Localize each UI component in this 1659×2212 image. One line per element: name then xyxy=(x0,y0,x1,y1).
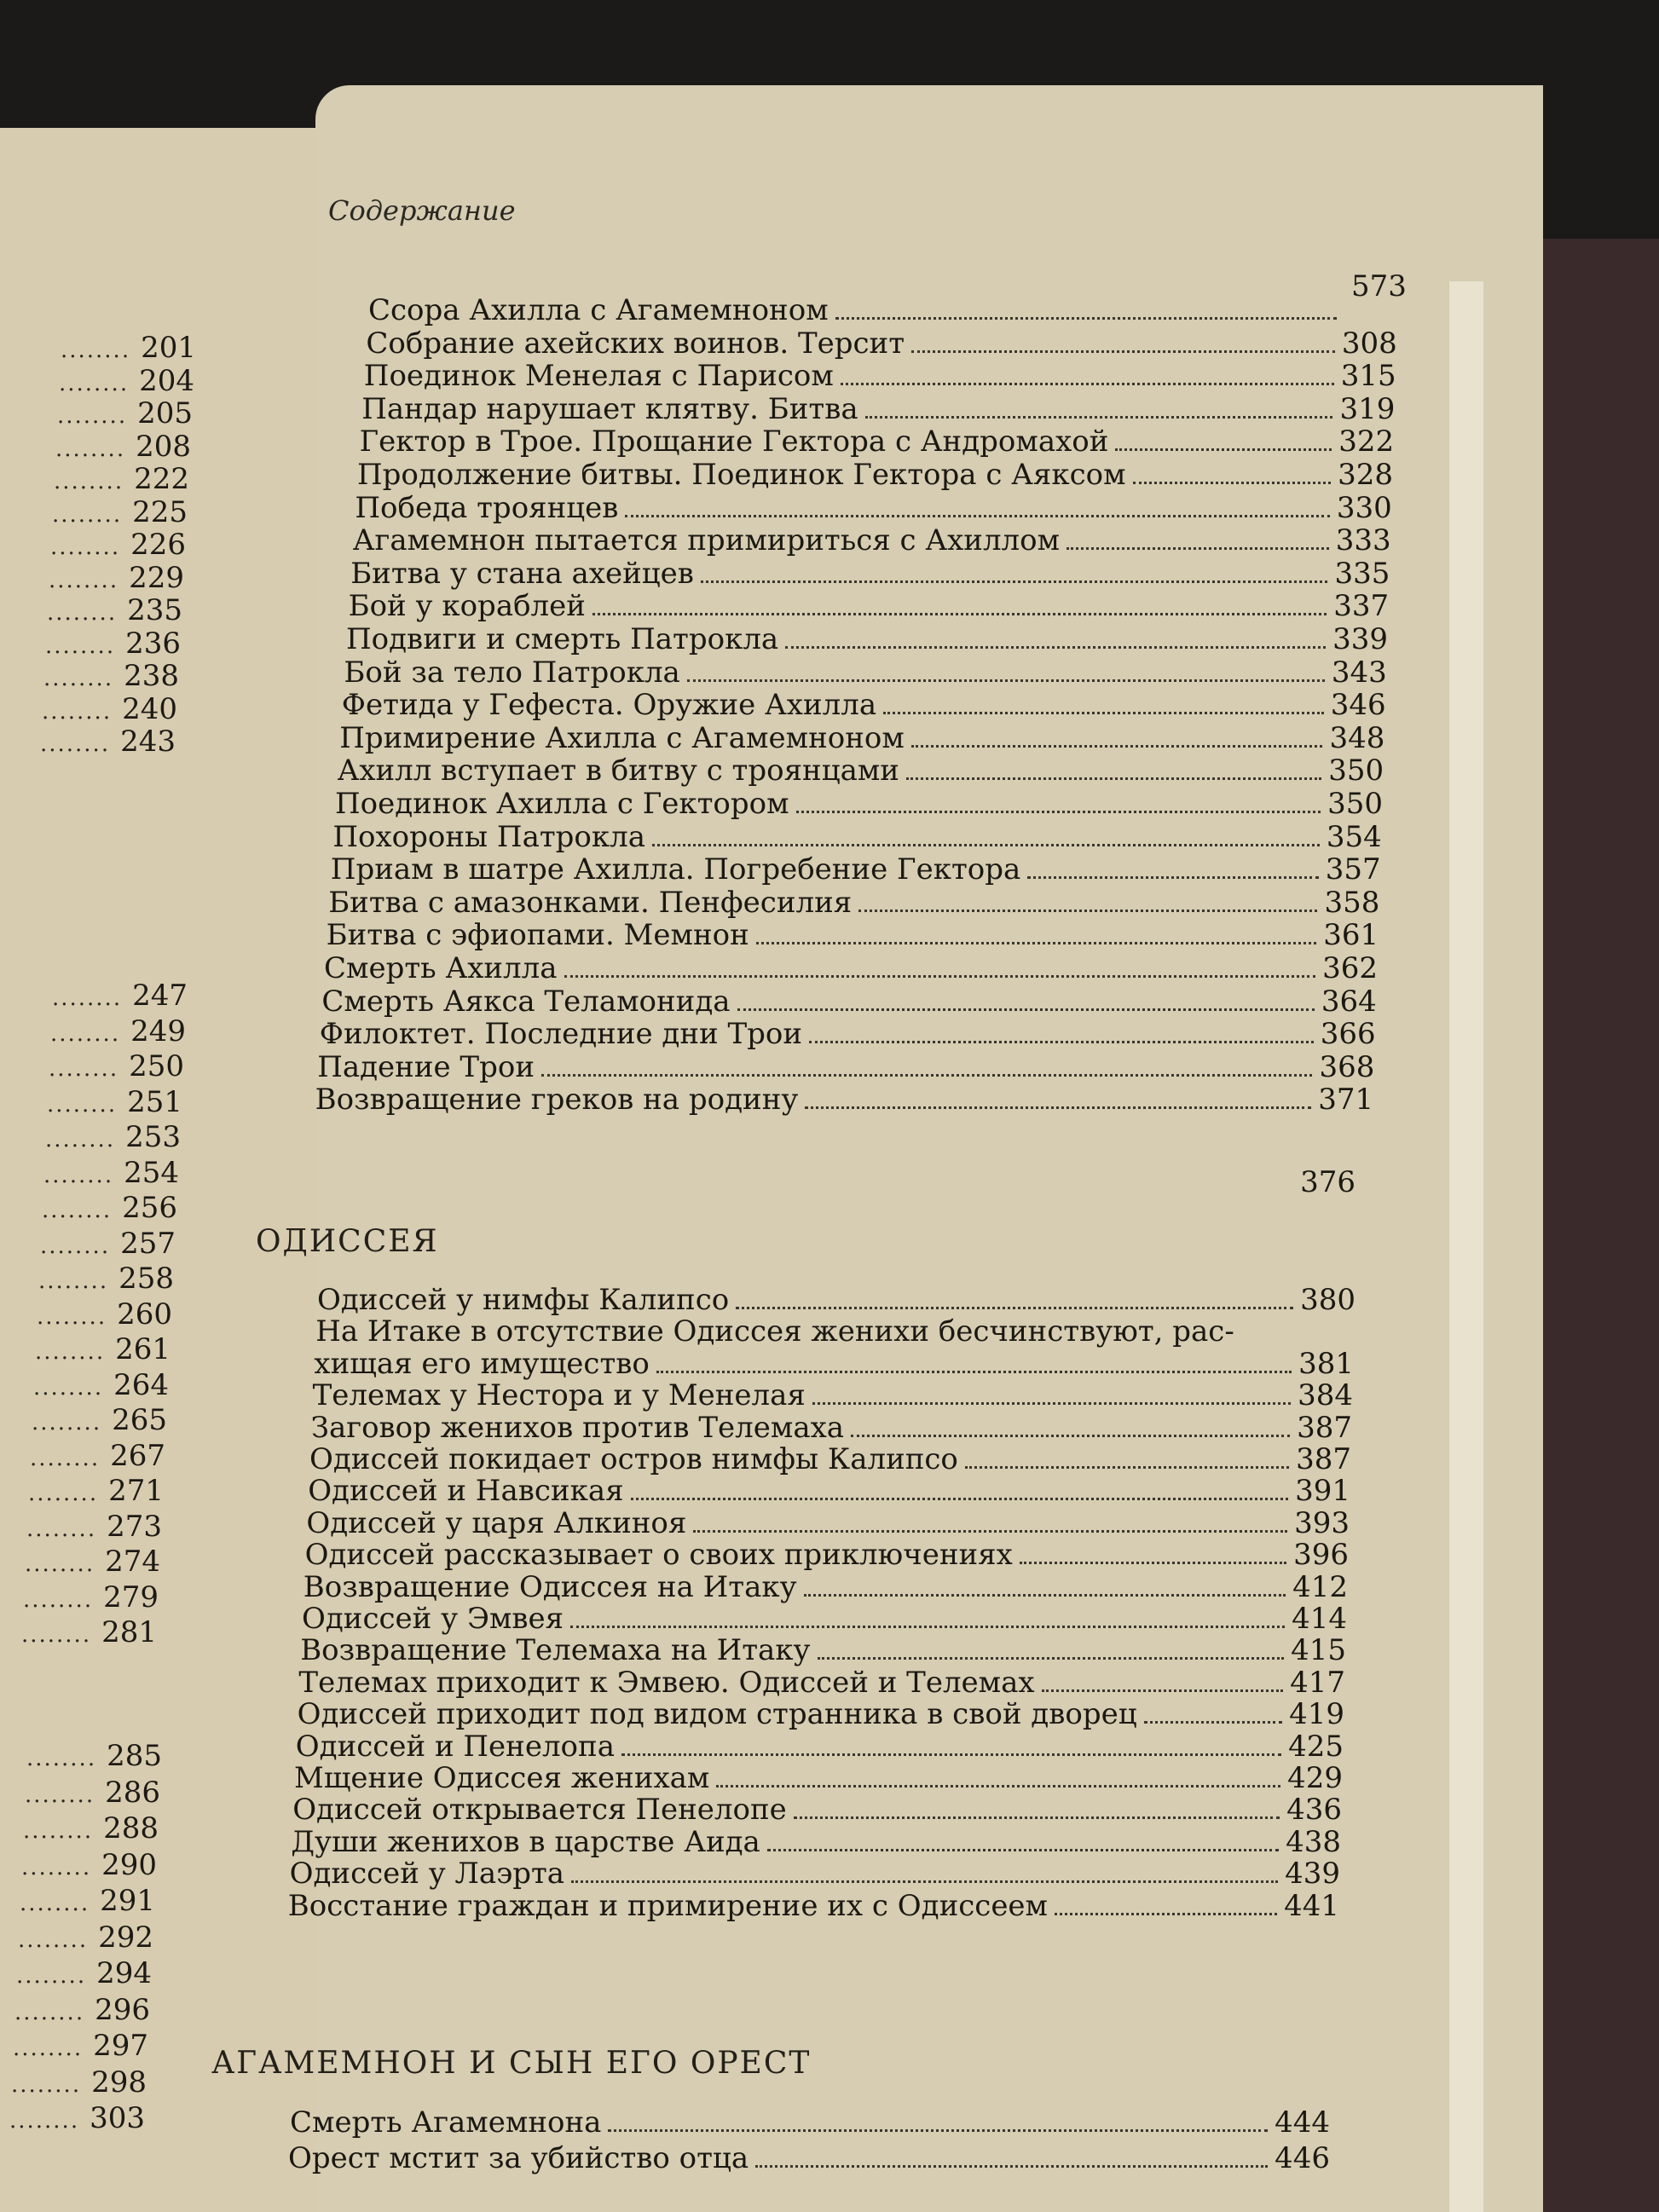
leader-dots: ........ xyxy=(49,534,121,560)
toc-entry xyxy=(291,1825,1341,1859)
toc-entry-page: 337 xyxy=(1333,589,1390,624)
toc-entry-page: 328 xyxy=(1338,458,1393,492)
toc-entry xyxy=(309,1442,1351,1476)
toc-entry xyxy=(314,1347,1354,1381)
page-ref: 303 xyxy=(90,2101,145,2135)
leader-dots xyxy=(570,1607,1285,1628)
leader-dots: ........ xyxy=(22,1818,94,1844)
toc-entry-page: 358 xyxy=(1324,885,1380,920)
leader-dots xyxy=(1115,430,1332,451)
toc-entry-page: 415 xyxy=(1291,1633,1346,1668)
toc-entry xyxy=(361,392,1395,426)
toc-entry-title: Одиссей приходит под видом странника в свой дворец xyxy=(297,1697,1137,1732)
toc-entry xyxy=(324,951,1378,985)
toc-entry-title: Фетида у Гефеста. Оружие Ахилла xyxy=(341,688,877,723)
page-ref: 265 xyxy=(112,1403,167,1437)
toc-entry-page: 380 xyxy=(1300,1283,1356,1317)
page-ref: 267 xyxy=(110,1438,165,1473)
toc-entry-title: Бой за тело Патрокла xyxy=(344,655,680,690)
leader-dots: ........ xyxy=(41,698,113,725)
toc-entry xyxy=(320,1017,1376,1051)
leader-dots: ........ xyxy=(38,1268,109,1294)
toc-entry-title: Души женихов в царстве Аида xyxy=(291,1824,760,1859)
leader-dots: ........ xyxy=(22,1586,94,1613)
toc-entry-title: Одиссей открывается Пенелопе xyxy=(292,1793,787,1828)
toc-entry-page: 343 xyxy=(1331,655,1387,690)
toc-entry xyxy=(300,1633,1346,1667)
toc-entry-title: Заговор женихов против Телемаха xyxy=(310,1410,845,1445)
toc-entry-page: 425 xyxy=(1288,1729,1344,1764)
leader-dots xyxy=(785,627,1326,649)
leader-dots: ........ xyxy=(10,2071,82,2098)
page-ref: 251 xyxy=(127,1084,182,1119)
leader-dots xyxy=(621,1735,1281,1756)
page-ref: 271 xyxy=(108,1474,164,1508)
toc-entry-title: Приам в шатре Ахилла. Погребение Гектора xyxy=(330,852,1021,887)
toc-entry-page: 315 xyxy=(1340,359,1396,394)
page-ref: 205 xyxy=(137,396,193,430)
leader-dots: ........ xyxy=(51,985,123,1011)
leader-dots xyxy=(608,2111,1268,2132)
page-ref: 281 xyxy=(101,1615,157,1649)
leader-dots: ........ xyxy=(58,370,130,396)
toc-entry xyxy=(364,359,1396,393)
toc-entry-title: Падение Трои xyxy=(317,1049,535,1084)
toc-entry xyxy=(366,326,1396,361)
toc-entry xyxy=(306,1506,1350,1540)
page-ref: 288 xyxy=(103,1811,159,1845)
page-ref: 201 xyxy=(141,331,196,365)
leader-dots: ........ xyxy=(29,1445,101,1471)
toc-entry xyxy=(290,2105,1330,2140)
toc-entry-title: Пандар нарушает клятву. Битва xyxy=(361,391,858,426)
toc-entry xyxy=(308,1474,1350,1508)
toc-entry-title: Орест мстит за убийство отца xyxy=(288,2141,749,2175)
toc-entry xyxy=(360,424,1395,459)
leader-dots: ........ xyxy=(36,1303,107,1330)
toc-entry-title: Одиссей у Лаэрта xyxy=(289,1857,565,1891)
page-ref: 290 xyxy=(101,1847,157,1882)
leader-dots xyxy=(541,1055,1312,1077)
leader-dots: ........ xyxy=(51,501,123,528)
page-ref: 258 xyxy=(118,1262,174,1296)
toc-entry-title: Одиссей и Пенелопа xyxy=(295,1729,615,1764)
toc-entry-title: Мщение Одиссея женихам xyxy=(294,1761,710,1795)
leader-dots xyxy=(564,956,1316,978)
toc-entry xyxy=(313,1378,1353,1412)
leader-dots: ........ xyxy=(20,1622,92,1648)
leader-dots xyxy=(656,1352,1292,1373)
toc-entry-page: 391 xyxy=(1295,1474,1350,1509)
page-ref: 274 xyxy=(105,1545,160,1579)
page-ref: 294 xyxy=(96,1956,152,1990)
toc-entry-page: 346 xyxy=(1330,688,1386,723)
toc-entry-title: Одиссей покидает остров нимфы Калипсо xyxy=(309,1442,958,1476)
toc-entry xyxy=(315,1083,1374,1117)
leader-dots xyxy=(625,496,1329,517)
toc-entry-title: Битва у стана ахейцев xyxy=(350,556,694,591)
leader-dots: ........ xyxy=(60,338,131,363)
leader-dots xyxy=(737,990,1315,1011)
page-ref: 229 xyxy=(129,560,184,595)
leader-dots xyxy=(736,1288,1293,1309)
toc-entry-title: Агамемнон пытается примириться с Ахиллом xyxy=(352,523,1061,558)
page-ref: 261 xyxy=(115,1332,171,1366)
leader-dots xyxy=(812,1383,1291,1405)
leader-dots xyxy=(701,562,1328,583)
toc-entry-page: 436 xyxy=(1286,1793,1342,1828)
toc-entry-title: Одиссей у нимфы Калипсо xyxy=(317,1283,730,1317)
leader-dots: ........ xyxy=(31,1410,102,1435)
page-ref: 279 xyxy=(103,1580,159,1614)
toc-entry xyxy=(355,491,1391,525)
leader-dots xyxy=(1144,1702,1282,1724)
page-ref: 292 xyxy=(98,1920,153,1955)
leader-dots xyxy=(687,661,1325,682)
toc-entry-title: Возвращение Одиссея на Итаку xyxy=(303,1569,797,1604)
leader-dots xyxy=(631,1479,1289,1500)
toc-entry xyxy=(353,523,1391,557)
page-ref: 264 xyxy=(113,1367,169,1402)
leader-dots: ........ xyxy=(48,1056,119,1082)
leader-dots: ........ xyxy=(56,403,128,429)
toc-entry-page: 339 xyxy=(1332,622,1388,656)
toc-entry-title: Одиссей рассказывает о своих приключениях xyxy=(304,1538,1013,1573)
leader-dots xyxy=(794,1798,1280,1819)
toc-entry-page: 371 xyxy=(1318,1083,1374,1118)
toc-entry-title: Одиссей у Эмвея xyxy=(302,1602,564,1636)
toc-entry xyxy=(368,293,1398,327)
toc-entry-page: 429 xyxy=(1287,1761,1343,1795)
toc-entry-page: 376 xyxy=(1300,1165,1356,1199)
leader-dots: ........ xyxy=(39,1233,111,1259)
toc-entry-title: Телемах у Нестора и у Менелая xyxy=(312,1378,806,1413)
toc-entry-page: 319 xyxy=(1339,391,1396,426)
page-ref: 296 xyxy=(95,1992,150,2027)
toc-entry-title: Смерть Агамемнона xyxy=(290,2105,602,2140)
page-ref: 257 xyxy=(120,1226,176,1261)
leader-dots xyxy=(652,825,1320,846)
toc-entry-page: 322 xyxy=(1338,424,1395,459)
section-heading-odyssey: ОДИССЕЯ xyxy=(256,1224,439,1259)
toc-entry xyxy=(311,1411,1352,1445)
toc-entry-page: 387 xyxy=(1296,1442,1351,1476)
toc-entry xyxy=(349,589,1390,623)
page-ref: 273 xyxy=(107,1509,162,1544)
leader-dots xyxy=(865,397,1333,419)
toc-trailing-page xyxy=(1262,1165,1356,1199)
toc-entry-page: 330 xyxy=(1336,490,1392,525)
leader-dots xyxy=(716,1766,1280,1788)
leader-dots xyxy=(1042,1671,1284,1692)
leader-dots: ........ xyxy=(17,1926,89,1953)
leader-dots: ........ xyxy=(26,1746,97,1771)
leader-dots xyxy=(965,1447,1289,1469)
leader-dots xyxy=(851,1416,1290,1437)
toc-entry-title: Подвиги и смерть Патрокла xyxy=(346,622,779,656)
toc-entry-page: 387 xyxy=(1297,1410,1352,1445)
toc-entry-title: Гектор в Трое. Прощание Гектора с Андромахой xyxy=(359,424,1109,459)
leader-dots xyxy=(767,1830,1279,1851)
toc-entry-page: 361 xyxy=(1323,918,1379,953)
leader-dots xyxy=(818,1638,1285,1660)
toc-entry xyxy=(342,688,1386,722)
toc-entry xyxy=(302,1602,1347,1636)
toc-entry-title: Поединок Менелая с Парисом xyxy=(363,359,834,394)
leader-dots xyxy=(809,1022,1314,1043)
leader-dots: ........ xyxy=(20,1854,92,1880)
page-ref: 240 xyxy=(122,691,177,726)
toc-entry-page: 444 xyxy=(1275,2105,1330,2140)
toc-entry-page: 439 xyxy=(1285,1857,1340,1891)
leader-dots: ........ xyxy=(26,1516,97,1542)
leader-dots: ........ xyxy=(46,1091,118,1118)
toc-entry xyxy=(303,1570,1348,1604)
page-ref: 250 xyxy=(129,1049,184,1083)
page-ref: 285 xyxy=(107,1739,162,1773)
page-ref: 208 xyxy=(136,429,191,464)
leader-dots: ........ xyxy=(9,2108,80,2134)
toc-entry-page: 384 xyxy=(1298,1378,1353,1413)
toc-entry xyxy=(288,1889,1339,1923)
toc-entry-title: Восстание граждан и примирение их с Одиссеем xyxy=(287,1888,1049,1923)
page-ref: 291 xyxy=(100,1884,155,1918)
leader-dots: ........ xyxy=(14,1999,85,2025)
leader-dots xyxy=(796,792,1321,813)
toc-entry-page: 350 xyxy=(1327,787,1383,821)
page-ref: 260 xyxy=(117,1297,172,1331)
leader-dots: ........ xyxy=(49,1020,121,1047)
page-ref: 222 xyxy=(134,462,189,496)
toc-entry xyxy=(296,1730,1344,1764)
toc-entry-title: Ссора Ахилла с Агамемноном xyxy=(368,293,829,327)
toc-entry xyxy=(350,557,1390,591)
leader-dots: ........ xyxy=(32,1374,104,1401)
leader-dots: ........ xyxy=(44,1127,116,1152)
leader-dots xyxy=(1055,1894,1277,1915)
toc-entry-page: 308 xyxy=(1341,326,1397,361)
toc-entry xyxy=(344,656,1386,690)
toc-entry-title: На Итаке в отсутствие Одиссея женихи бесчинствуют, рас- xyxy=(315,1314,1234,1349)
page-ref: 253 xyxy=(125,1120,181,1154)
toc-entry-page: 335 xyxy=(1334,556,1390,591)
toc-entry-page: 357 xyxy=(1325,852,1381,887)
toc-entry xyxy=(298,1697,1344,1731)
toc-entry-page: 414 xyxy=(1292,1602,1347,1636)
page-ref: 286 xyxy=(105,1775,160,1810)
toc-entry xyxy=(315,1314,1355,1349)
leader-dots xyxy=(911,332,1335,353)
toc-entry xyxy=(305,1538,1349,1572)
leader-dots xyxy=(592,594,1327,615)
leader-dots: ........ xyxy=(19,1891,90,1916)
toc-entry-page: 366 xyxy=(1320,1017,1376,1052)
toc-entry-title: Возвращение греков на родину xyxy=(315,1083,799,1118)
leader-dots: ........ xyxy=(41,1198,113,1223)
leader-dots xyxy=(858,891,1317,912)
leader-dots xyxy=(1027,858,1318,879)
toc-entry-title: Телемах приходит к Эмвею. Одиссей и Телемах xyxy=(298,1665,1035,1700)
leader-dots xyxy=(906,759,1321,780)
toc-entry-page: 368 xyxy=(1319,1049,1375,1084)
toc-entry-page: 446 xyxy=(1275,2141,1330,2175)
toc-entry-title: Филоктет. Последние дни Трои xyxy=(319,1017,803,1052)
page-ref: 298 xyxy=(91,2065,147,2099)
leader-dots: ........ xyxy=(24,1551,95,1577)
page-ref: 243 xyxy=(120,725,176,759)
leader-dots xyxy=(571,1862,1278,1883)
toc-entry-page: 396 xyxy=(1293,1538,1349,1573)
leader-dots: ........ xyxy=(27,1481,99,1506)
page-ref: 235 xyxy=(127,593,182,627)
toc-entry-title: Победа троянцев xyxy=(355,490,619,525)
leader-dots xyxy=(883,693,1324,714)
page-ref: 226 xyxy=(130,528,186,562)
toc-entry-title: Смерть Ахилла xyxy=(324,951,558,985)
toc-entry xyxy=(346,622,1388,656)
leader-dots: ........ xyxy=(34,1339,106,1365)
leader-dots xyxy=(755,2146,1268,2168)
leader-dots xyxy=(841,364,1334,385)
page-number: 573 xyxy=(1351,269,1407,303)
toc-entry-page: 333 xyxy=(1335,523,1391,558)
leader-dots: ........ xyxy=(12,2036,84,2061)
leader-dots: ........ xyxy=(24,1782,95,1808)
toc-entry xyxy=(292,1793,1342,1827)
toc-entry-title: Битва с амазонками. Пенфесилия xyxy=(328,885,853,920)
leader-dots xyxy=(693,1511,1287,1533)
toc-entry xyxy=(298,1666,1345,1700)
toc-entry xyxy=(339,721,1384,755)
toc-entry-page: 364 xyxy=(1321,984,1377,1019)
toc-entry xyxy=(294,1761,1343,1795)
toc-entry xyxy=(317,1050,1374,1084)
running-head: Содержание xyxy=(328,194,516,227)
toc-entry-page: 412 xyxy=(1292,1569,1348,1604)
toc-entry xyxy=(327,918,1379,952)
page-ref: 238 xyxy=(124,659,179,693)
page-ref: 236 xyxy=(125,626,181,661)
leader-dots: ........ xyxy=(43,1162,114,1188)
toc-entry-page: 350 xyxy=(1328,754,1384,788)
toc-entry-page: 441 xyxy=(1284,1888,1339,1923)
page-ref: 297 xyxy=(93,2029,148,2063)
toc-entry-title: Смерть Аякса Теламонида xyxy=(321,984,731,1019)
toc-entry-page: 417 xyxy=(1290,1665,1345,1700)
toc-entry-title: Одиссей и Навсикая xyxy=(308,1474,624,1509)
toc-entry-title: Ахилл вступает в битву с троянцами xyxy=(337,754,899,788)
leader-dots xyxy=(805,1088,1311,1109)
page-ref: 249 xyxy=(130,1014,186,1048)
toc-entry-title: хищая его имущество xyxy=(314,1346,650,1381)
page-ref: 204 xyxy=(139,363,194,398)
toc-entry-title: Собрание ахейских воинов. Терсит xyxy=(366,326,905,361)
toc-entry-title: Битва с эфиопами. Мемнон xyxy=(326,918,749,953)
page-ref: 247 xyxy=(132,979,188,1013)
toc-entry xyxy=(321,985,1376,1019)
toc-entry xyxy=(338,754,1384,788)
leader-dots: ........ xyxy=(55,436,126,462)
toc-entry-title: Примирение Ахилла с Агамемноном xyxy=(339,720,905,755)
toc-entry-page: 362 xyxy=(1322,951,1378,985)
leader-dots: ........ xyxy=(43,666,114,691)
toc-entry xyxy=(332,820,1381,854)
toc-entry-page: 354 xyxy=(1326,819,1382,854)
leader-dots xyxy=(835,298,1337,320)
leader-dots xyxy=(911,726,1323,748)
toc-entry xyxy=(328,886,1379,920)
toc-entry-page: 419 xyxy=(1289,1697,1344,1732)
toc-entry-title: Похороны Патрокла xyxy=(332,819,646,854)
toc-entry xyxy=(288,2141,1330,2175)
leader-dots: ........ xyxy=(46,600,118,626)
leader-dots: ........ xyxy=(53,469,124,494)
toc-entry-title: Поединок Ахилла с Гектором xyxy=(335,787,789,821)
page-ref: 254 xyxy=(124,1155,179,1190)
toc-entry xyxy=(331,852,1381,887)
leader-dots: ........ xyxy=(48,567,119,593)
toc-entry-page: 393 xyxy=(1294,1505,1350,1540)
toc-entry-title: Продолжение битвы. Поединок Гектора с Аяксом xyxy=(357,458,1126,492)
leader-dots xyxy=(756,923,1317,944)
leader-dots xyxy=(804,1575,1286,1597)
leader-dots: ........ xyxy=(44,632,116,659)
page-ref: 256 xyxy=(122,1191,177,1225)
toc-entry-page: 381 xyxy=(1298,1346,1354,1381)
toc-entry-title: Бой у кораблей xyxy=(348,589,586,624)
toc-entry xyxy=(317,1283,1356,1317)
toc-entry xyxy=(335,787,1383,821)
toc-entry-title: Одиссей у царя Алкиноя xyxy=(306,1505,687,1540)
toc-entry xyxy=(290,1857,1340,1891)
leader-dots xyxy=(1020,1543,1286,1564)
page-ref: 225 xyxy=(132,494,188,529)
toc-entry-page: 438 xyxy=(1286,1824,1341,1859)
leader-dots xyxy=(1133,463,1332,484)
leader-dots xyxy=(1066,528,1329,550)
section-heading-agamemnon: АГАМЕМНОН И СЫН ЕГО ОРЕСТ xyxy=(211,2046,812,2081)
toc-entry-page: 348 xyxy=(1329,720,1385,755)
toc-entry xyxy=(357,458,1393,492)
leader-dots: ........ xyxy=(39,731,111,757)
toc-entry-title: Возвращение Телемаха на Итаку xyxy=(300,1633,811,1668)
leader-dots: ........ xyxy=(15,1963,87,1989)
